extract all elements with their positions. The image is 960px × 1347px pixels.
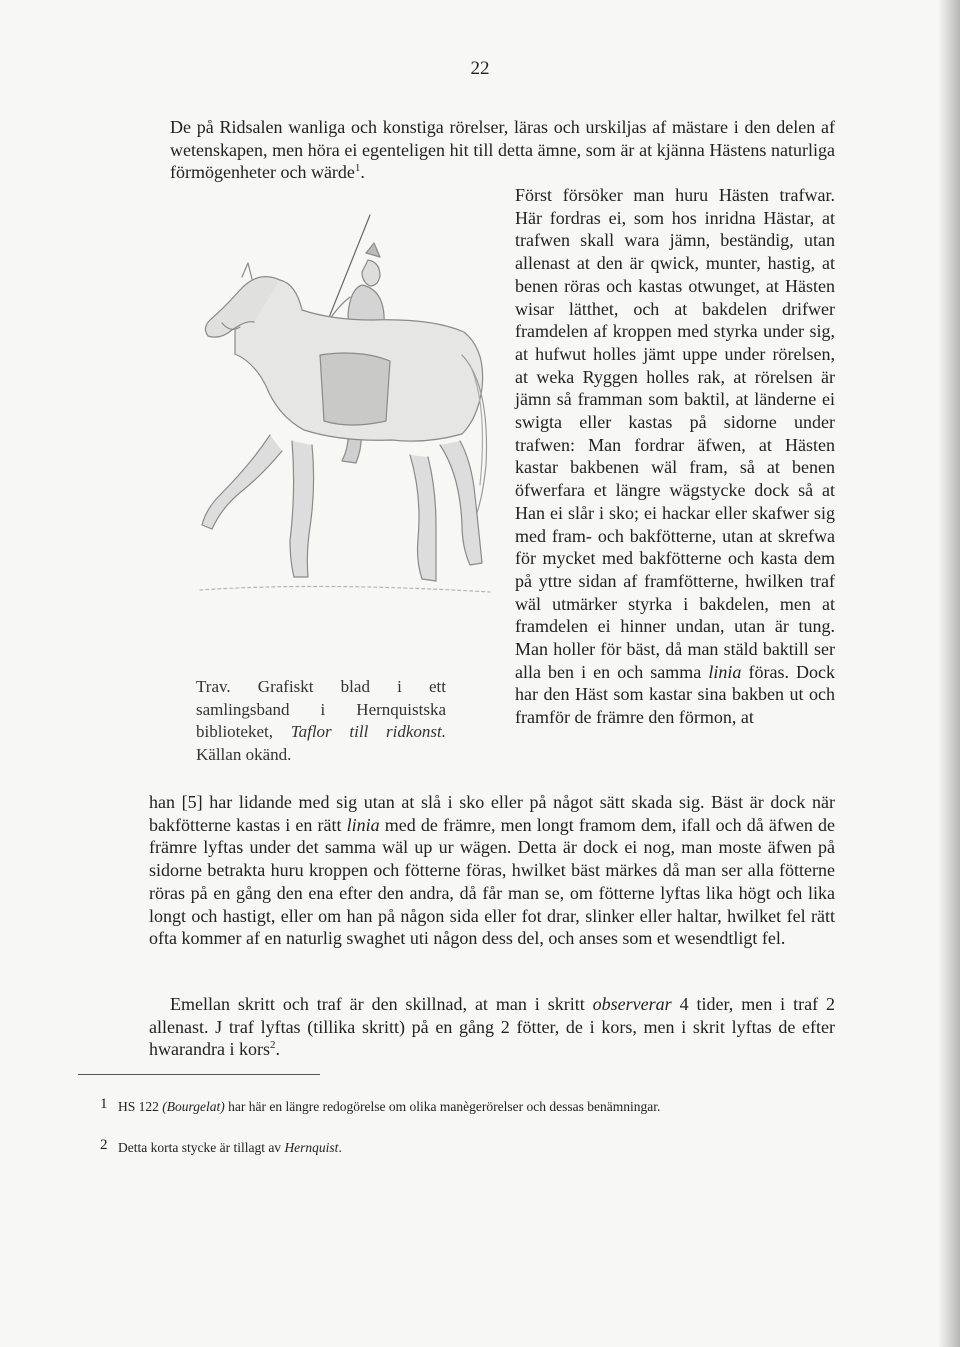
illustration-caption (196, 676, 446, 767)
footnote-ref-1: 1 (354, 162, 361, 175)
footnote-1-emphasis: (Bourgelat) (162, 1099, 225, 1114)
footnote-1-text-b: har här en längre redogörelse om olika manègerörelser och dessas benämningar. (228, 1099, 661, 1114)
closing-text-b: 4 tider, men i traf 2 allenast. J traf lyftas (tillika skritt) på en gång 2 fötter, de i kors, men i skrit lyftas de efter hwarandra i kors (149, 994, 836, 1060)
footnote-2-text-b: . (338, 1140, 342, 1155)
wrapped-text-a: Först försöker man huru Hästen trafwar. Här fordras ei, som hos inridna Hästar, at trafwen skall wara jämn, beständig, utan allenast at den är qwick, munter, hastig, at benen röras och kastas otwunget, at Hästen wisar lätthet, och at bakdelen drifwer framdelen af kroppen med styrka under sig, at hufwut holles jämt uppe under rörelsen, at weka Ryggen holles rak, at rörelsen är jämn så framman som baktil, at länderne ei swigta eller kastas på sidorne under trafwen: Man fordrar äfwen, at Hästen kastar bakbenen wäl fram, så at benen öfwerfara et längre wägstycke dock så at Han ei slår i sko; ei hackar eller skafwer sig med fram- och bakfötterne, utan at skrefwa för mycket med bakfötterne och kasta dem på yttre sidan af framfötterne, hwilken traf wäl utmärker styrka i bakdelen, men at framdelen ei hinner undan, utan är tung. Man holler för bäst, då man stäld baktill ser alla ben i en och samma (515, 185, 835, 682)
closing-text-a: Emellan skritt och traf är den skillnad, at man i skritt (170, 994, 585, 1014)
footnote-2-text-a: Detta korta stycke är tillagt av (118, 1140, 282, 1155)
caption-text-a: Trav. Grafiskt blad i ett samlingsband i Hernquistska biblioteket, (196, 677, 446, 742)
page-number: 22 (470, 58, 490, 79)
closing-paragraph (149, 993, 835, 1061)
page-edge-shadow (938, 0, 960, 1347)
footnote-divider (78, 1074, 320, 1075)
intro-text: De på Ridsalen wanliga och konstiga rörelser, läras och urskiljas af mästare i den delen af wetenskapen, men höra ei egenteligen hit till detta ämne, som är at kjänna Hästens naturliga förmögenheter och wärde (170, 117, 835, 183)
intro-paragraph (170, 116, 835, 184)
footnote-2 (100, 1137, 838, 1157)
closing-emphasis: observerar (592, 994, 672, 1014)
caption-title: Taflor till ridkonst. (290, 722, 446, 742)
continued-text-a: han [5] har lidande med sig utan at slå i sko eller på något sätt skada sig. Bäst är dock när bakfötterne kastas i en rätt (149, 792, 835, 835)
continued-paragraph (149, 791, 835, 950)
footnote-number-2: 2 (100, 1137, 108, 1153)
rider-on-horse-illustration (180, 205, 500, 665)
footnote-number-1: 1 (100, 1096, 108, 1112)
footnote-2-emphasis: Hernquist (284, 1140, 339, 1155)
closing-end: . (275, 1039, 280, 1060)
continued-emphasis: linia (346, 814, 380, 835)
caption-text-b: Källan okänd. (196, 745, 292, 765)
wrapped-emphasis: linia (708, 661, 742, 682)
continued-text-b: med de främre, men longt framom dem, ifall och då äfwen de främre lyftas under det samma wäl up ur wägen. Detta är dock ei nog, man moste äfwen på sidorne betrakta huru kroppen och fötterne föras, hwilket bäst märkes då man ser alla fötterne röras på en gång den ena efter den andra, då får man se, om fötterne lyftas lika högt och lika longt och hastigt, eller om han på någon sida eller fot drar, slinker eller haltar, hwilket fel rätt ofta kommer af en naturlig swaghet uti någon dess del, och anses som et wesendtligt fel. (149, 814, 836, 949)
intro-end: . (360, 162, 365, 183)
footnote-1 (100, 1096, 838, 1116)
wrapped-text-b: föras. Dock har den Häst som kastar sina bakben ut och framför de främre den förmon, at (515, 661, 836, 728)
footnote-ref-2: 2 (269, 1039, 276, 1052)
footnote-1-text-a: HS 122 (118, 1099, 159, 1114)
wrapped-paragraph (515, 184, 835, 729)
